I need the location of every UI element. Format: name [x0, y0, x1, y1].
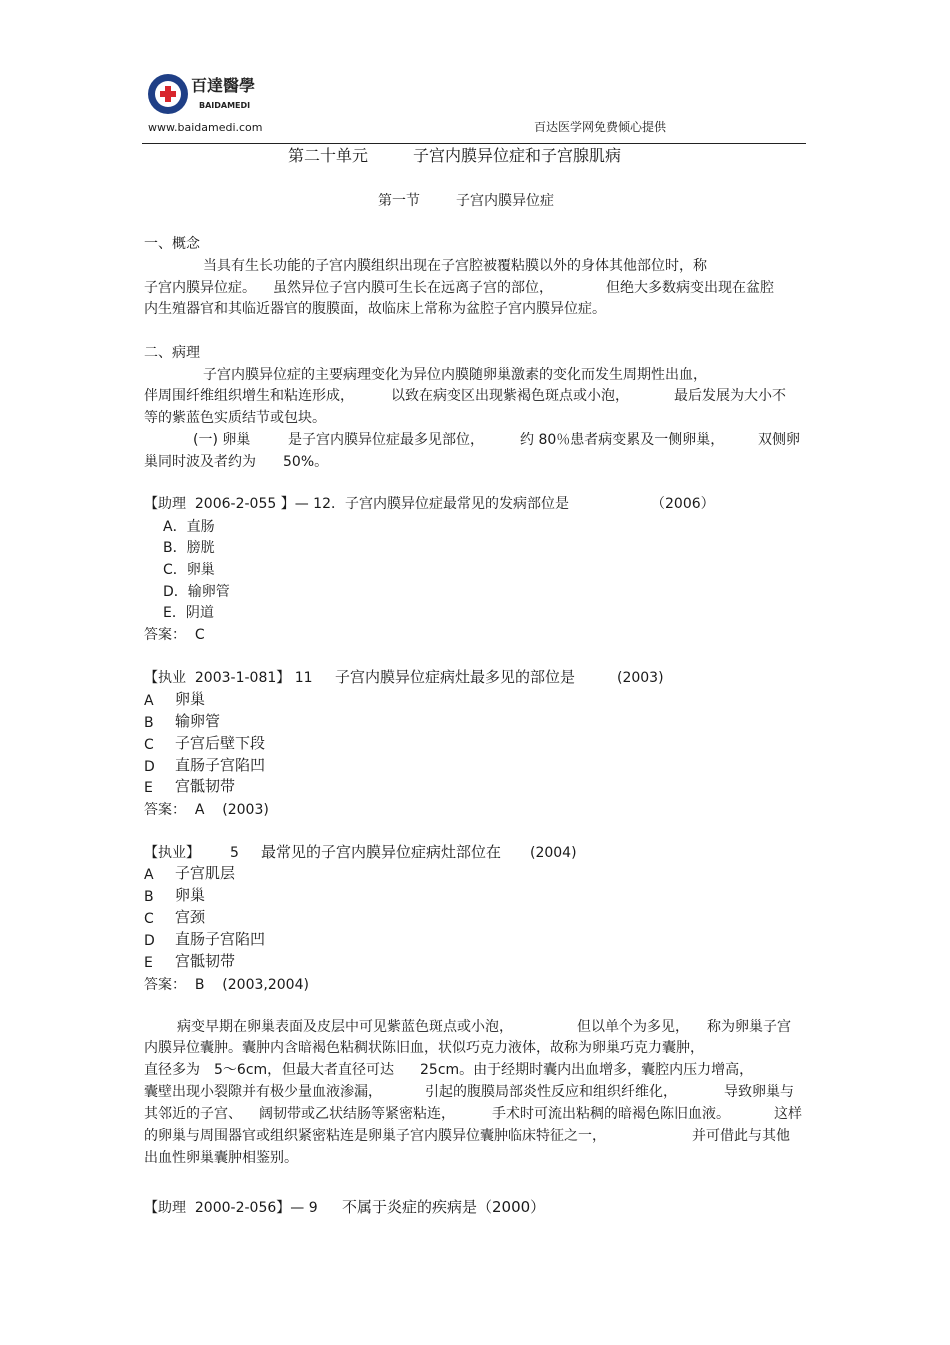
question-header: 【执业 2003-1-081】 11 — [144, 670, 313, 686]
question-number: 5 — [230, 845, 239, 861]
body-line: 导致卵巢与 — [724, 1084, 794, 1100]
pathology-heading: 二、病理 — [144, 345, 200, 361]
question-text: 不属于炎症的疾病是（2000） — [342, 1198, 546, 1216]
answer-option: 输卵管 — [175, 712, 221, 730]
body-line: 但以单个为多见， — [577, 1019, 689, 1035]
question-text: 子宫内膜异位症病灶最多见的部位是 — [335, 668, 576, 686]
answer-option: 子宫后壁下段 — [175, 734, 266, 752]
answer-option: 宫颈 — [175, 908, 206, 926]
pathology-line: 最后发展为大小不 — [674, 388, 786, 404]
logo-en-text: BAIDAMEDI — [199, 101, 251, 110]
pathology-line: (一) 卵巢 — [193, 432, 251, 448]
body-line: 手术时可流出粘稠的暗褐色陈旧血液。 — [492, 1106, 730, 1122]
pathology-line: 以致在病变区出现紫褐色斑点或小泡， — [391, 388, 629, 404]
question-header: 【执业】 — [144, 845, 200, 861]
body-line: 直径多为 — [144, 1062, 200, 1078]
concept-line: 子宫内膜异位症。 — [144, 280, 256, 296]
answer-option: E．阴道 — [163, 605, 214, 621]
body-line: 称为卵巢子宫 — [707, 1019, 791, 1035]
question-year: (2004) — [530, 845, 577, 861]
body-line: 的卵巢与周围器官或组织紧密粘连是卵巢子宫内膜异位囊肿临床特征之一， — [144, 1128, 606, 1144]
pathology-line: 伴周围纤维组织增生和粘连形成， — [144, 388, 354, 404]
pathology-line: 巢同时波及者约为 — [144, 454, 256, 470]
logo-cn-text: 百達醫學 — [191, 76, 256, 95]
question-header: 【助理 2000-2-056】— 9 — [144, 1200, 318, 1216]
body-line: 5～6cm， — [214, 1062, 282, 1078]
question-year: (2003) — [617, 670, 664, 686]
unit-number: 第二十单元 — [288, 146, 369, 165]
pathology-line: 子宫内膜异位症的主要病理变化为异位内膜随卵巢激素的变化而发生周期性出血， — [203, 367, 707, 383]
body-line: 并可借此与其他 — [692, 1128, 790, 1144]
pathology-line: 50%。 — [283, 454, 329, 470]
answer-option: C．卵巢 — [163, 562, 215, 578]
option-letter: C — [144, 737, 154, 753]
section-title: 子宫内膜异位症 — [456, 193, 554, 209]
concept-line: 虽然异位子宫内膜可生长在远离子宫的部位， — [273, 280, 553, 296]
answer-key: 答案： C — [144, 627, 205, 643]
answer-option: 子宫肌层 — [175, 864, 236, 882]
body-line: 内膜异位囊肿。囊肿内含暗褐色粘稠状陈旧血，状似巧克力液体，故称为卵巢巧克力囊肿， — [144, 1040, 704, 1056]
option-letter: E — [144, 955, 153, 971]
option-letter: B — [144, 889, 154, 905]
concept-line: 内生殖器官和其临近器官的腹膜面，故临床上常称为盆腔子宫内膜异位症。 — [144, 301, 606, 317]
body-line: 出血性卵巢囊肿相鉴别。 — [144, 1150, 298, 1166]
header-divider — [142, 143, 806, 144]
body-line: 引起的腹膜局部炎性反应和组织纤维化， — [425, 1084, 677, 1100]
concept-line: 但绝大多数病变出现在盆腔 — [606, 280, 774, 296]
answer-option: A．直肠 — [163, 519, 215, 535]
body-line: 其邻近的子宫、 — [144, 1106, 242, 1122]
pathology-line: 双侧卵 — [758, 432, 800, 448]
baidamedi-logo — [147, 72, 269, 118]
option-letter: E — [144, 780, 153, 796]
header-tagline: 百达医学网免费倾心提供 — [534, 120, 667, 134]
question-header: 【助理 2006-2-055 】— 12．子宫内膜异位症最常见的发病部位是 — [144, 496, 569, 512]
answer-option: B．膀胱 — [163, 540, 215, 556]
option-letter: C — [144, 911, 154, 927]
answer-option: 直肠子宫陷凹 — [175, 756, 266, 774]
answer-key: 答案： A (2003) — [144, 802, 269, 818]
body-line: 病变早期在卵巢表面及皮层中可见紫蓝色斑点或小泡， — [177, 1019, 513, 1035]
option-letter: B — [144, 715, 154, 731]
answer-option: 宫骶韧带 — [175, 777, 236, 795]
body-line: 但最大者直径可达 — [282, 1062, 394, 1078]
answer-key: 答案： B (2003,2004) — [144, 977, 309, 993]
option-letter: D — [144, 759, 155, 775]
answer-option: D．输卵管 — [163, 584, 230, 600]
body-line: 这样 — [774, 1106, 802, 1122]
concept-heading: 一、概念 — [144, 236, 200, 252]
option-letter: A — [144, 867, 154, 883]
answer-option: 卵巢 — [175, 886, 206, 904]
answer-option: 直肠子宫陷凹 — [175, 930, 266, 948]
answer-option: 宫骶韧带 — [175, 952, 236, 970]
pathology-line: 是子宫内膜异位症最多见部位， — [288, 432, 484, 448]
option-letter: D — [144, 933, 155, 949]
body-line: 囊壁出现小裂隙并有极少量血液渗漏， — [144, 1084, 382, 1100]
question-year: （2006） — [651, 496, 715, 512]
section-number: 第一节 — [378, 193, 420, 209]
question-text: 最常见的子宫内膜异位症病灶部位在 — [261, 843, 502, 861]
concept-line: 当具有生长功能的子宫内膜组织出现在子宫腔被覆粘膜以外的身体其他部位时，称 — [203, 258, 707, 274]
unit-title: 子宫内膜异位症和子宫腺肌病 — [413, 146, 622, 165]
pathology-line: 等的紫蓝色实质结节或包块。 — [144, 410, 326, 426]
body-line: 阔韧带或乙状结肠等紧密粘连， — [259, 1106, 455, 1122]
pathology-line: 约 80％患者病变累及一侧卵巢， — [520, 432, 725, 448]
website-url[interactable]: www.baidamedi.com — [148, 121, 263, 134]
option-letter: A — [144, 693, 154, 709]
body-line: 25cm。由于经期时囊内出血增多，囊腔内压力增高， — [420, 1062, 754, 1078]
answer-option: 卵巢 — [175, 690, 206, 708]
